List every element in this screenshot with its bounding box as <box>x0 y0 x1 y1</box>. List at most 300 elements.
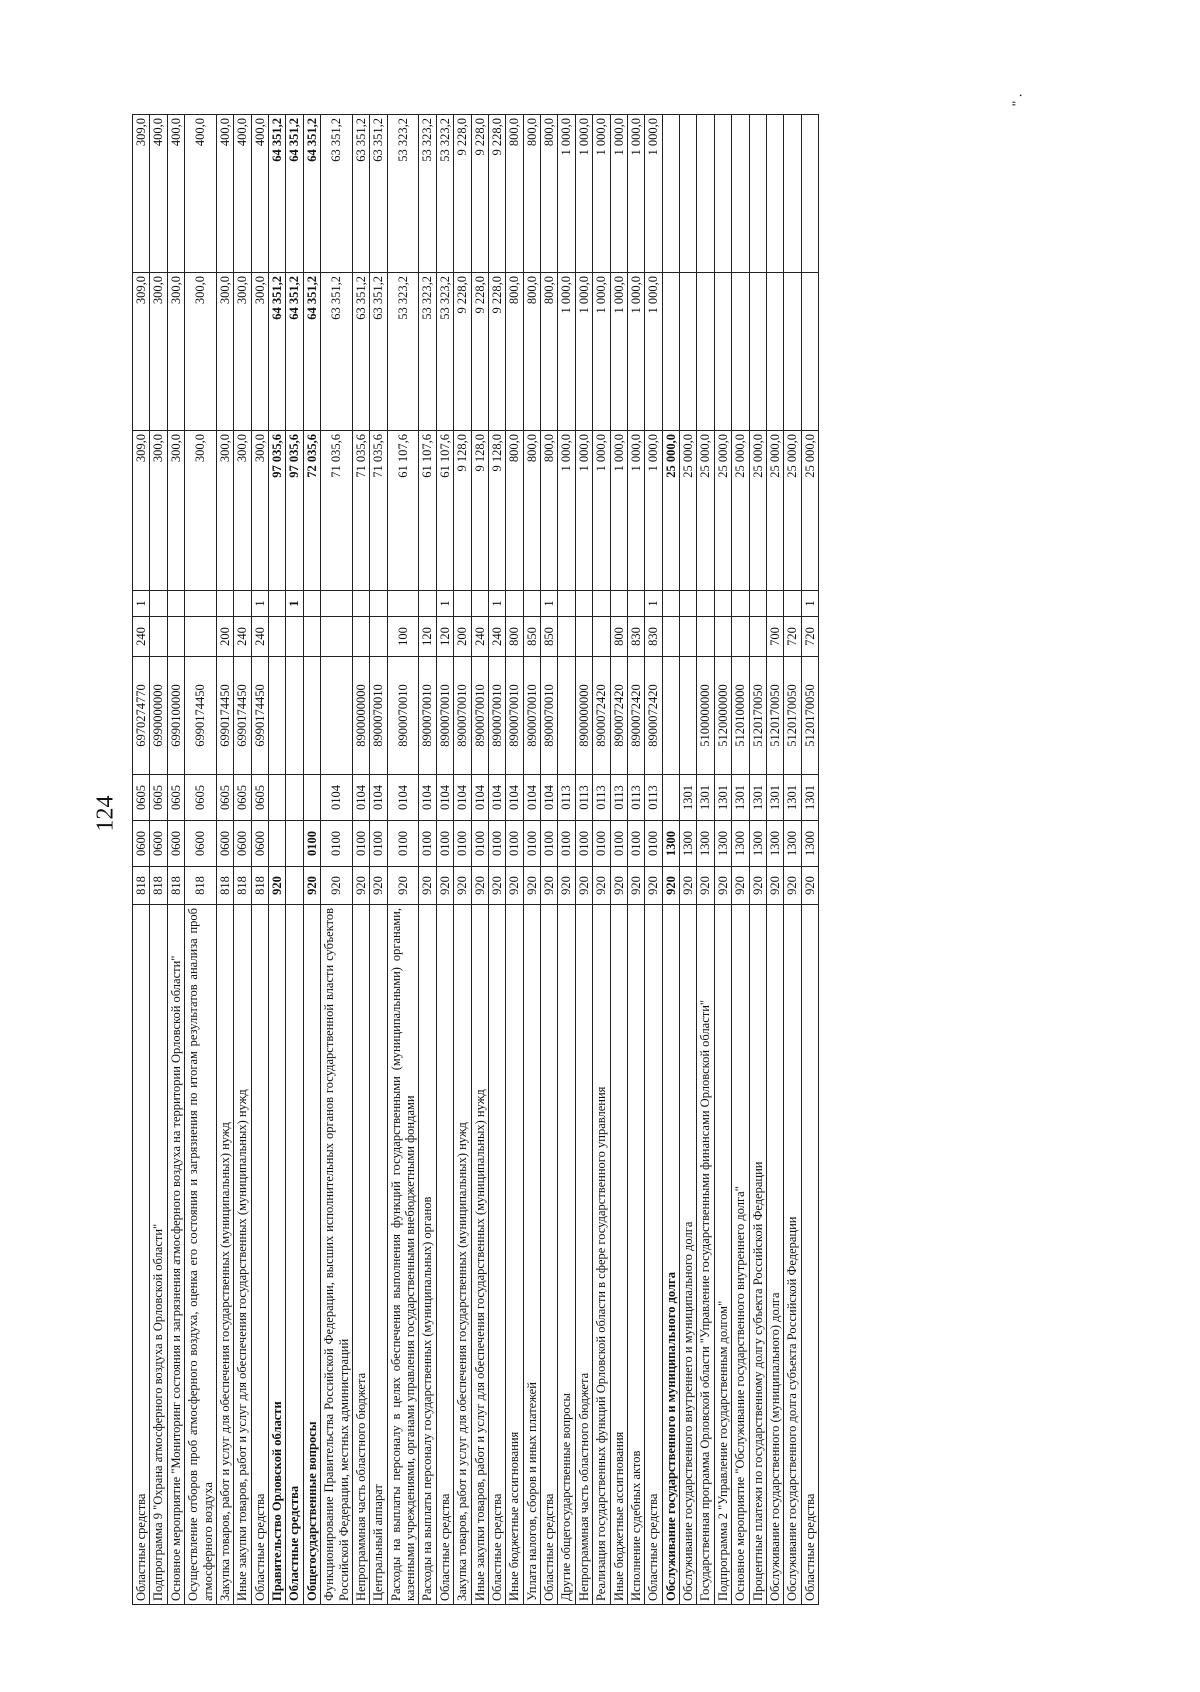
cell-expense-type: 830 <box>645 617 662 657</box>
cell-amount-2: 53 323,2 <box>419 273 436 431</box>
cell-subsection: 1301 <box>680 775 697 821</box>
cell-expense-type <box>286 617 303 657</box>
cell-name: Процентные платежи по государственному долгу субъекта Российской Федерации <box>749 905 766 1605</box>
cell-target-article: 8900000000 <box>352 657 369 775</box>
cell-amount-1: 25 000,0 <box>732 431 749 591</box>
table-row <box>784 115 801 1605</box>
cell-amount-2: 1 000,0 <box>610 273 627 431</box>
cell-name: Подпрограмма 9 "Охрана атмосферного воздуха в Орловской области" <box>150 905 167 1605</box>
cell-amount-2: 1 000,0 <box>575 273 592 431</box>
cell-target-article: 8900070010 <box>488 657 505 775</box>
table-row <box>133 115 150 1605</box>
cell-amount-1: 1 000,0 <box>645 431 662 591</box>
cell-name: Уплата налогов, сборов и иных платежей <box>523 905 540 1605</box>
cell-expense-type <box>558 617 575 657</box>
cell-subsection: 0605 <box>167 775 184 821</box>
cell-amount-1: 25 000,0 <box>662 431 679 591</box>
cell-amount-1: 25 000,0 <box>766 431 783 591</box>
cell-target-article: 8900070010 <box>506 657 523 775</box>
table-row <box>185 115 217 1605</box>
cell-target-article: 8900070010 <box>541 657 558 775</box>
cell-amount-1: 9 128,0 <box>488 431 505 591</box>
cell-amount-2: 64 351,2 <box>303 273 320 431</box>
cell-name: Функционирование Правительства Российской Федерации, высших исполнительных органов государственной власти субъектов Российской Федерации, местных администраций <box>321 905 353 1605</box>
cell-amount-3 <box>801 115 818 273</box>
cell-section: 0100 <box>321 821 353 867</box>
cell-amount-2: 9 228,0 <box>488 273 505 431</box>
cell-grbs: 920 <box>541 867 558 905</box>
cell-section: 0600 <box>216 821 233 867</box>
cell-amount-1: 61 107,6 <box>387 431 419 591</box>
cell-name: Областные средства <box>645 905 662 1605</box>
cell-amount-2: 300,0 <box>150 273 167 431</box>
cell-subsection: 0113 <box>610 775 627 821</box>
cell-amount-3: 64 351,2 <box>286 115 303 273</box>
cell-amount-1: 1 000,0 <box>593 431 610 591</box>
cell-subsection: 0104 <box>454 775 471 821</box>
cell-expense-type: 850 <box>523 617 540 657</box>
cell-amount-3 <box>662 115 679 273</box>
cell-name: Исполнение судебных актов <box>627 905 644 1605</box>
cell-subsection: 0605 <box>150 775 167 821</box>
table-row <box>749 115 766 1605</box>
cell-grbs: 920 <box>732 867 749 905</box>
cell-subsection: 1301 <box>732 775 749 821</box>
cell-amount-3: 9 228,0 <box>471 115 488 273</box>
cell-name: Иные закупки товаров, работ и услуг для обеспечения государственных (муниципальных) нужд <box>471 905 488 1605</box>
table-row <box>627 115 644 1605</box>
cell-amount-2 <box>662 273 679 431</box>
cell-source <box>749 591 766 617</box>
table-row <box>801 115 818 1605</box>
cell-section: 0100 <box>387 821 419 867</box>
cell-source: 1 <box>286 591 303 617</box>
cell-source <box>714 591 731 617</box>
table-row <box>251 115 268 1605</box>
cell-source <box>766 591 783 617</box>
cell-section <box>286 821 303 867</box>
cell-source <box>680 591 697 617</box>
cell-section: 0600 <box>251 821 268 867</box>
cell-target-article: 8900070010 <box>370 657 387 775</box>
cell-name: Расходы на выплаты персоналу государственных (муниципальных) органов <box>419 905 436 1605</box>
cell-section: 0100 <box>419 821 436 867</box>
cell-subsection <box>286 775 303 821</box>
cell-section: 1300 <box>749 821 766 867</box>
cell-amount-2 <box>714 273 731 431</box>
cell-section: 1300 <box>662 821 679 867</box>
cell-amount-1: 300,0 <box>167 431 184 591</box>
cell-amount-3: 1 000,0 <box>575 115 592 273</box>
cell-target-article: 5120170050 <box>784 657 801 775</box>
cell-amount-1: 800,0 <box>523 431 540 591</box>
cell-subsection: 1301 <box>714 775 731 821</box>
table-row <box>321 115 353 1605</box>
cell-target-article <box>321 657 353 775</box>
cell-target-article: 5120100000 <box>732 657 749 775</box>
table-row <box>714 115 731 1605</box>
table-row <box>150 115 167 1605</box>
cell-subsection: 1301 <box>749 775 766 821</box>
table-row <box>436 115 453 1605</box>
cell-subsection: 0113 <box>627 775 644 821</box>
table-row <box>387 115 419 1605</box>
cell-amount-3: 400,0 <box>167 115 184 273</box>
cell-grbs: 920 <box>321 867 353 905</box>
cell-source <box>303 591 320 617</box>
cell-section: 1300 <box>697 821 714 867</box>
cell-subsection: 0104 <box>370 775 387 821</box>
table-row <box>645 115 662 1605</box>
cell-section: 0100 <box>488 821 505 867</box>
cell-subsection <box>303 775 320 821</box>
cell-amount-2: 53 323,2 <box>387 273 419 431</box>
cell-target-article: 6990174450 <box>251 657 268 775</box>
cell-amount-3: 800,0 <box>523 115 540 273</box>
cell-expense-type: 240 <box>251 617 268 657</box>
table-row <box>506 115 523 1605</box>
cell-source <box>784 591 801 617</box>
cell-grbs: 920 <box>419 867 436 905</box>
cell-amount-1: 71 035,6 <box>321 431 353 591</box>
cell-target-article: 6990100000 <box>167 657 184 775</box>
cell-amount-2: 1 000,0 <box>558 273 575 431</box>
cell-target-article: 8900072420 <box>645 657 662 775</box>
cell-name: Расходы на выплаты персоналу в целях обеспечения выполнения функций государственными (муниципальными) органами, казенными учреждениями, органами управления государственными внебюджетными фондами <box>387 905 419 1605</box>
cell-section: 0100 <box>558 821 575 867</box>
cell-section: 0100 <box>541 821 558 867</box>
cell-source <box>523 591 540 617</box>
cell-subsection: 0104 <box>352 775 369 821</box>
cell-amount-3: 1 000,0 <box>610 115 627 273</box>
cell-expense-type <box>714 617 731 657</box>
cell-section: 0100 <box>303 821 320 867</box>
cell-amount-3: 1 000,0 <box>593 115 610 273</box>
cell-expense-type: 240 <box>133 617 150 657</box>
cell-expense-type: 120 <box>419 617 436 657</box>
cell-amount-3: 53 323,2 <box>419 115 436 273</box>
cell-grbs: 920 <box>523 867 540 905</box>
cell-grbs <box>286 867 303 905</box>
table-row <box>269 115 286 1605</box>
cell-target-article: 8900070010 <box>387 657 419 775</box>
table-row <box>419 115 436 1605</box>
cell-amount-1: 1 000,0 <box>558 431 575 591</box>
cell-amount-1: 25 000,0 <box>697 431 714 591</box>
cell-amount-1: 25 000,0 <box>714 431 731 591</box>
cell-target-article: 8900072420 <box>627 657 644 775</box>
cell-expense-type: 800 <box>506 617 523 657</box>
cell-target-article: 6990174450 <box>216 657 233 775</box>
cell-section: 0100 <box>454 821 471 867</box>
cell-expense-type <box>732 617 749 657</box>
cell-amount-3 <box>697 115 714 273</box>
cell-amount-1: 300,0 <box>150 431 167 591</box>
table-row <box>575 115 592 1605</box>
cell-amount-3: 63 351,2 <box>370 115 387 273</box>
cell-target-article: 6990174450 <box>234 657 251 775</box>
cell-grbs: 920 <box>370 867 387 905</box>
cell-expense-type <box>662 617 679 657</box>
cell-source: 1 <box>436 591 453 617</box>
cell-source <box>558 591 575 617</box>
cell-source <box>627 591 644 617</box>
cell-amount-2: 800,0 <box>506 273 523 431</box>
cell-amount-3: 309,0 <box>133 115 150 273</box>
cell-source <box>269 591 286 617</box>
rotated-table-container <box>132 115 819 1605</box>
cell-name: Непрограммная часть областного бюджета <box>575 905 592 1605</box>
cell-target-article: 6990174450 <box>185 657 217 775</box>
cell-amount-2: 300,0 <box>216 273 233 431</box>
cell-amount-1: 71 035,6 <box>352 431 369 591</box>
cell-grbs: 920 <box>610 867 627 905</box>
cell-name: Государственная программа Орловской области "Управление государственными финансами Орловской области" <box>697 905 714 1605</box>
cell-name: Обслуживание государственного долга субъекта Российской Федерации <box>784 905 801 1605</box>
table-row <box>216 115 233 1605</box>
cell-name: Непрограммная часть областного бюджета <box>352 905 369 1605</box>
cell-grbs: 920 <box>766 867 783 905</box>
cell-name: Областные средства <box>436 905 453 1605</box>
cell-amount-3: 400,0 <box>185 115 217 273</box>
cell-section: 0100 <box>436 821 453 867</box>
cell-section: 0600 <box>150 821 167 867</box>
cell-section: 1300 <box>784 821 801 867</box>
cell-grbs: 920 <box>436 867 453 905</box>
cell-name: Областные средства <box>133 905 150 1605</box>
cell-expense-type <box>749 617 766 657</box>
cell-amount-3: 400,0 <box>251 115 268 273</box>
cell-amount-3: 400,0 <box>150 115 167 273</box>
cell-target-article: 5120170050 <box>766 657 783 775</box>
cell-name: Областные средства <box>251 905 268 1605</box>
cell-amount-2: 63 351,2 <box>352 273 369 431</box>
cell-subsection: 1301 <box>784 775 801 821</box>
cell-expense-type: 800 <box>610 617 627 657</box>
cell-target-article: 8900070010 <box>454 657 471 775</box>
cell-amount-2: 53 323,2 <box>436 273 453 431</box>
cell-source <box>352 591 369 617</box>
cell-expense-type: 240 <box>471 617 488 657</box>
cell-target-article: 5100000000 <box>697 657 714 775</box>
cell-amount-2: 64 351,2 <box>286 273 303 431</box>
cell-amount-3: 1 000,0 <box>645 115 662 273</box>
cell-subsection: 0104 <box>488 775 505 821</box>
cell-section: 0100 <box>610 821 627 867</box>
cell-amount-3 <box>714 115 731 273</box>
cell-expense-type <box>167 617 184 657</box>
cell-section: 0100 <box>352 821 369 867</box>
cell-name: Общегосударственные вопросы <box>303 905 320 1605</box>
cell-name: Другие общегосударственные вопросы <box>558 905 575 1605</box>
cell-section: 1300 <box>801 821 818 867</box>
cell-source <box>506 591 523 617</box>
cell-amount-2 <box>801 273 818 431</box>
cell-amount-2: 9 228,0 <box>471 273 488 431</box>
cell-amount-3: 800,0 <box>541 115 558 273</box>
cell-amount-2: 63 351,2 <box>321 273 353 431</box>
cell-amount-2: 1 000,0 <box>593 273 610 431</box>
cell-expense-type: 830 <box>627 617 644 657</box>
cell-subsection: 0104 <box>523 775 540 821</box>
cell-name: Правительство Орловской области <box>269 905 286 1605</box>
cell-name: Обслуживание государственного внутреннего и муниципального долга <box>680 905 697 1605</box>
table-row <box>593 115 610 1605</box>
cell-amount-1: 72 035,6 <box>303 431 320 591</box>
cell-amount-2 <box>766 273 783 431</box>
cell-expense-type: 850 <box>541 617 558 657</box>
budget-table <box>132 114 819 1605</box>
cell-grbs: 818 <box>216 867 233 905</box>
cell-subsection: 1301 <box>801 775 818 821</box>
cell-source <box>216 591 233 617</box>
cell-section: 0100 <box>575 821 592 867</box>
cell-amount-1: 9 128,0 <box>454 431 471 591</box>
cell-expense-type <box>150 617 167 657</box>
cell-name: Областные средства <box>541 905 558 1605</box>
cell-grbs: 920 <box>387 867 419 905</box>
cell-amount-3: 400,0 <box>234 115 251 273</box>
cell-expense-type <box>352 617 369 657</box>
cell-grbs: 818 <box>185 867 217 905</box>
cell-grbs: 920 <box>801 867 818 905</box>
cell-source: 1 <box>645 591 662 617</box>
cell-name: Обслуживание государственного (муниципального) долга <box>766 905 783 1605</box>
cell-subsection <box>662 775 679 821</box>
cell-amount-2: 1 000,0 <box>645 273 662 431</box>
cell-amount-1: 309,0 <box>133 431 150 591</box>
cell-amount-2 <box>732 273 749 431</box>
cell-grbs: 920 <box>680 867 697 905</box>
page-number: 124 <box>92 795 119 832</box>
cell-name: Областные средства <box>286 905 303 1605</box>
cell-amount-2: 800,0 <box>541 273 558 431</box>
cell-amount-2: 9 228,0 <box>454 273 471 431</box>
cell-expense-type <box>370 617 387 657</box>
cell-subsection: 0104 <box>419 775 436 821</box>
cell-subsection: 0104 <box>506 775 523 821</box>
cell-source: 1 <box>488 591 505 617</box>
cell-name: Обслуживание государственного и муниципального долга <box>662 905 679 1605</box>
cell-expense-type: 100 <box>387 617 419 657</box>
cell-subsection: 0605 <box>251 775 268 821</box>
cell-section: 0100 <box>506 821 523 867</box>
cell-source <box>185 591 217 617</box>
cell-source: 1 <box>801 591 818 617</box>
cell-expense-type <box>269 617 286 657</box>
cell-section: 0600 <box>133 821 150 867</box>
cell-subsection: 0104 <box>541 775 558 821</box>
cell-target-article: 5120000000 <box>714 657 731 775</box>
cell-target-article <box>269 657 286 775</box>
cell-subsection: 0113 <box>645 775 662 821</box>
cell-grbs: 818 <box>234 867 251 905</box>
cell-name: Областные средства <box>801 905 818 1605</box>
cell-amount-3 <box>749 115 766 273</box>
table-row <box>286 115 303 1605</box>
cell-name: Центральный аппарат <box>370 905 387 1605</box>
cell-grbs: 920 <box>454 867 471 905</box>
cell-source <box>471 591 488 617</box>
cell-amount-3: 1 000,0 <box>558 115 575 273</box>
cell-source <box>662 591 679 617</box>
cell-amount-3 <box>766 115 783 273</box>
table-row <box>471 115 488 1605</box>
cell-grbs: 818 <box>133 867 150 905</box>
table-row <box>732 115 749 1605</box>
cell-target-article: 8900070010 <box>523 657 540 775</box>
table-row <box>541 115 558 1605</box>
cell-grbs: 920 <box>697 867 714 905</box>
cell-grbs: 920 <box>593 867 610 905</box>
cell-amount-2 <box>680 273 697 431</box>
cell-amount-2: 300,0 <box>167 273 184 431</box>
cell-amount-3 <box>784 115 801 273</box>
cell-subsection: 0605 <box>185 775 217 821</box>
cell-amount-1: 25 000,0 <box>801 431 818 591</box>
cell-amount-2 <box>749 273 766 431</box>
cell-expense-type <box>697 617 714 657</box>
table-row <box>303 115 320 1605</box>
cell-subsection: 0113 <box>558 775 575 821</box>
cell-section: 0100 <box>471 821 488 867</box>
cell-subsection: 1301 <box>697 775 714 821</box>
cell-target-article <box>680 657 697 775</box>
cell-grbs: 920 <box>506 867 523 905</box>
cell-name: Иные бюджетные ассигнования <box>506 905 523 1605</box>
table-row <box>370 115 387 1605</box>
cell-section: 1300 <box>714 821 731 867</box>
cell-amount-2: 300,0 <box>234 273 251 431</box>
cell-source <box>593 591 610 617</box>
cell-source <box>697 591 714 617</box>
cell-subsection: 0104 <box>321 775 353 821</box>
cell-grbs: 920 <box>784 867 801 905</box>
cell-amount-3: 1 000,0 <box>627 115 644 273</box>
cell-expense-type <box>185 617 217 657</box>
cell-target-article <box>558 657 575 775</box>
cell-expense-type: 200 <box>454 617 471 657</box>
cell-amount-1: 71 035,6 <box>370 431 387 591</box>
cell-amount-1: 61 107,6 <box>436 431 453 591</box>
cell-subsection: 1301 <box>766 775 783 821</box>
corner-mark: " . <box>1010 93 1026 107</box>
cell-expense-type: 200 <box>216 617 233 657</box>
cell-grbs: 818 <box>251 867 268 905</box>
cell-amount-3: 9 228,0 <box>454 115 471 273</box>
cell-amount-3: 9 228,0 <box>488 115 505 273</box>
cell-source <box>610 591 627 617</box>
table-row <box>352 115 369 1605</box>
cell-grbs: 818 <box>167 867 184 905</box>
cell-grbs: 920 <box>488 867 505 905</box>
cell-amount-3 <box>732 115 749 273</box>
cell-section: 0100 <box>523 821 540 867</box>
cell-subsection: 0104 <box>436 775 453 821</box>
cell-target-article <box>286 657 303 775</box>
cell-subsection: 0605 <box>234 775 251 821</box>
cell-source <box>575 591 592 617</box>
cell-target-article: 8900070010 <box>419 657 436 775</box>
cell-grbs: 920 <box>269 867 286 905</box>
cell-target-article: 8900072420 <box>610 657 627 775</box>
cell-source <box>387 591 419 617</box>
cell-grbs: 920 <box>662 867 679 905</box>
cell-amount-3: 64 351,2 <box>269 115 286 273</box>
cell-section: 0600 <box>185 821 217 867</box>
cell-source: 1 <box>541 591 558 617</box>
cell-subsection: 0113 <box>593 775 610 821</box>
